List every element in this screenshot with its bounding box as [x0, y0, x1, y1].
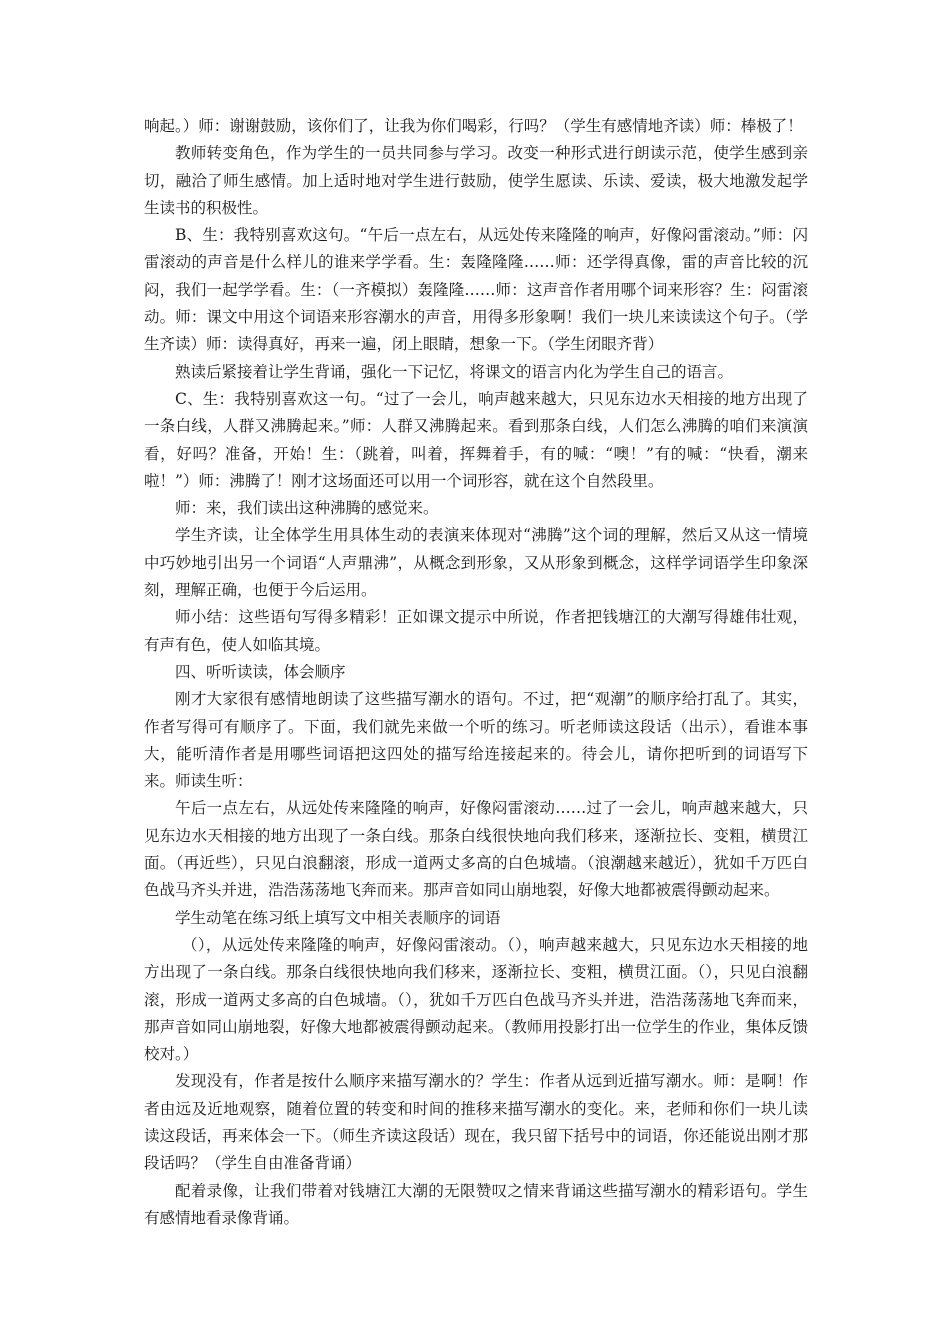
paragraph-1: 响起。）师：谢谢鼓励，该你们了，让我为你们喝彩，行吗？（学生有感情地齐读）师：棒极了！	[144, 117, 803, 135]
paragraph-15: 配着录像，让我们带着对钱塘江大潮的无限赞叹之情来背诵这些描写潮水的精彩语句。学生有感情地看录像背诵。	[144, 1181, 808, 1227]
paragraph-8: 师小结：这些语句写得多精彩！正如课文提示中所说，作者把钱塘江的大潮写得雄伟壮观，有声有色，使人如临其境。	[144, 608, 808, 654]
paragraph-4: 熟读后紧接着让学生背诵，强化一下记忆，将课文的语言内化为学生自己的语言。	[175, 362, 734, 381]
paragraph-12: 学生动笔在练习纸上填写文中相关表顺序的词语	[175, 908, 501, 927]
paragraph-14: 发现没有，作者是按什么顺序来描写潮水的？学生：作者从远到近描写潮水。师：是啊！作者由远及近地观察，随着位置的转变和时间的推移来描写潮水的变化。来，老师和你们一块儿读读这段话，再来体会一下。（师生齐读这段话）现在，我只留下括号中的词语，你还能说出刚才那段话吗？（学生自由准备背诵）	[144, 1072, 808, 1173]
paragraph-5: C、生：我特别喜欢这一句。“过了一会儿，响声越来越大，只见东边水天相接的地方出现了一条白线，人群又沸腾起来。”师：人群又沸腾起来。看到那条白线，人们怎么沸腾的咱们来演演看，好吗？准备，开始！生：（跳着，叫着，挥舞着手，有的喊：“噢！”有的喊：“快看，潮来啦！”）师：沸腾了！刚才这场面还可以用一个词形容，就在这个自然段里。	[144, 389, 808, 490]
paragraph-10: 刚才大家很有感情地朗读了这些描写潮水的语句。不过，把“观潮”的顺序给打乱了。其实，作者写得可有顺序了。下面，我们就先来做一个听的练习。听老师读这段话（出示），看谁本事大，能听清作者是用哪些词语把这四处的描写给连接起来的。待会儿，请你把听到的词语写下来。师读生听：	[144, 690, 808, 791]
passage-quote: 午后一点左右，从远处传来隆隆的响声，好像闷雷滚动……过了一会儿，响声越来越大，只见东边水天相接的地方出现了一条白线。那条白线很快地向我们移来，逐渐拉长、变粗，横贯江面。（再近些），只见白浪翻滚，形成一道两丈多高的白色城墙。（浪潮越来越近），犹如千万匹白色战马齐头并进，浩浩荡荡地飞奔而来。那声音如同山崩地裂，好像大地都被震得颤动起来。	[144, 799, 808, 900]
paragraph-7: 学生齐读，让全体学生用具体生动的表演来体现对“沸腾”这个词的理解，然后又从这一情境中巧妙地引出另一个词语“人声鼎沸”，从概念到形象，又从形象到概念，这样学词语学生印象深刻，理解正确，也便于今后运用。	[144, 526, 808, 600]
section-heading: 四、听听读读，体会顺序	[175, 662, 346, 681]
paragraph-6: 师：来，我们读出这种沸腾的感觉来。	[175, 499, 439, 518]
fill-in-exercise: （），从远处传来隆隆的响声，好像闷雷滚动。（），响声越来越大，只见东边水天相接的地方出现了一条白线。那条白线很快地向我们移来，逐渐拉长、变粗，横贯江面。（），只见白浪翻滚，形成一道两丈多高的白色城墙。（），犹如千万匹白色战马齐头并进，浩浩荡荡地飞奔而来，那声音如同山崩地裂，好像大地都被震得颤动起来。（教师用投影打出一位学生的作业，集体反馈校对。）	[144, 935, 808, 1064]
document-page	[144, 113, 808, 1232]
paragraph-3: B、生：我特别喜欢这句。“午后一点左右，从远处传来隆隆的响声，好像闷雷滚动。”师：闪雷滚动的声音是什么样儿的谁来学学看。生：轰隆隆隆……师：还学得真像，雷的声音比较的沉闷，我们一起学学看。生：（一齐模拟）轰隆隆……师：这声音作者用哪个词来形容？生：闷雷滚动。师：课文中用这个词语来形容潮水的声音，用得多形象啊！我们一块儿来读读这个句子。（学生齐读）师：读得真好，再来一遍，闭上眼睛，想象一下。（学生闭眼齐背）	[144, 226, 808, 354]
paragraph-2: 教师转变角色，作为学生的一员共同参与学习。改变一种形式进行朗读示范，使学生感到亲切，融洽了师生感情。加上适时地对学生进行鼓励，使学生愿读、乐读、爱读，极大地激发起学生读书的积极性。	[144, 144, 808, 217]
